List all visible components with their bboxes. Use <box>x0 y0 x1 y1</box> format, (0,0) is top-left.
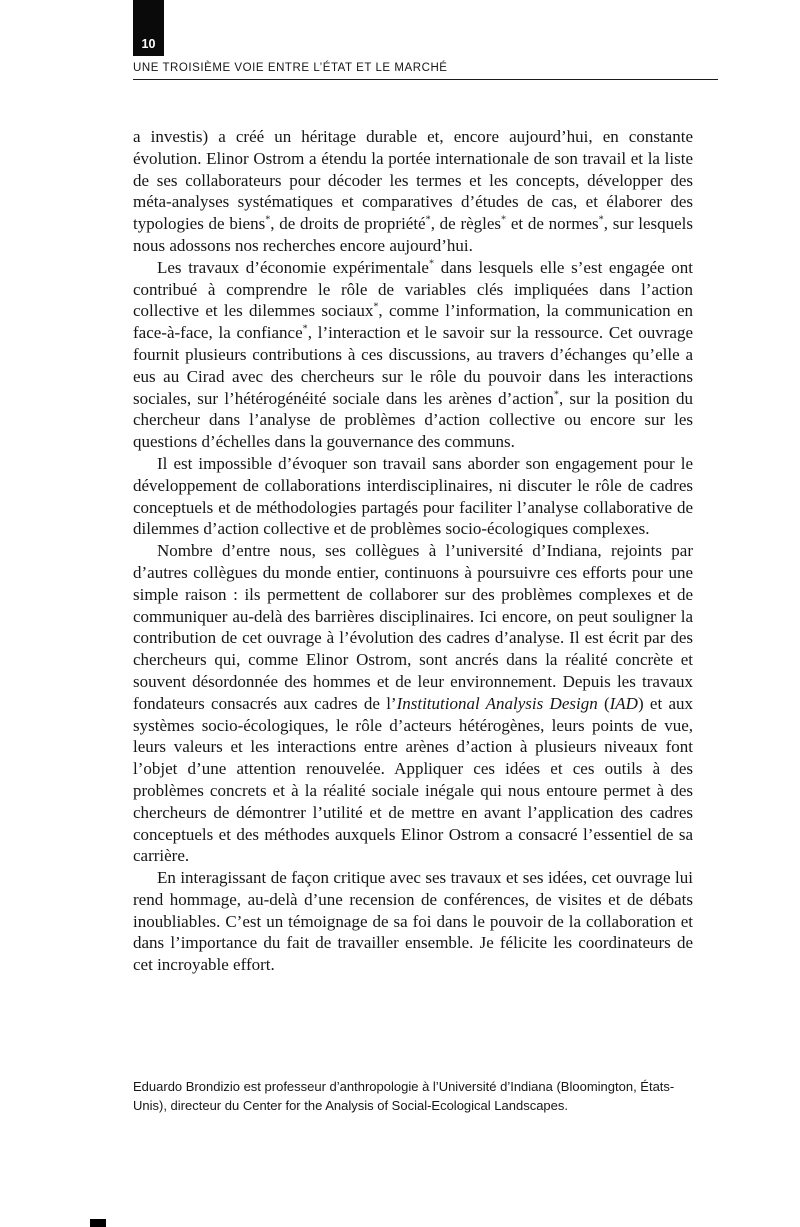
page-number: 10 <box>141 36 156 51</box>
paragraph-1: a investis) a créé un héritage durable et, encore aujourd’hui, en constante évolution. Elinor Ostrom a étendu la portée internationale de son travail et la liste de ses collaborateurs pour décoder les termes et les concepts, développer des méta-analyses systématiques et comparatives d’études de cas, et élaborer des typologies de biens*, de droits de propriété*, de règles* et de normes*, sur lesquels nous adossons nos recherches encore aujourd’hui. <box>133 127 694 255</box>
running-head: UNE TROISIÈME VOIE ENTRE L’ÉTAT ET LE MARCHÉ <box>133 62 448 74</box>
page-number-tab <box>133 0 164 56</box>
body-text <box>133 126 693 976</box>
printers-mark <box>90 1219 106 1227</box>
paragraph-2: Les travaux d’économie expérimentale* dans lesquels elle s’est engagée ont contribué à comprendre le rôle de variables clés impliquées dans l’action collective et les dilemmes sociaux*, comme l’information, la communication en face-à-face, la confiance*, l’interaction et le savoir sur la ressource. Cet ouvrage fournit plusieurs contributions à ces discussions, au travers d’échanges qu’elle a eus au Cirad avec des chercheurs sur le rôle du pouvoir dans les interactions sociales, sur l’hétérogénéité sociale dans les arènes d’action*, sur la position du chercheur dans l’analyse de problèmes d’action collective ou encore sur les questions d’échelles dans la gouvernance des communs. <box>133 257 693 452</box>
header-rule <box>133 79 718 80</box>
paragraph-3: Il est impossible d’évoquer son travail sans aborder son engagement pour le développement de collaborations interdisciplinaires, ni discuter le rôle de cadres conceptuels et de méthodologies partagés pour faciliter l’analyse collaborative de dilemmes d’action collective et de problèmes socio-écologiques complexes. <box>133 453 693 539</box>
author-bio-note: Eduardo Brondizio est professeur d’anthropologie à l’Université d’Indiana (Bloomington, États-Unis), directeur du Center for the Analysis of Social-Ecological Landscapes. <box>133 1079 675 1113</box>
paragraph-4: Nombre d’entre nous, ses collègues à l’université d’Indiana, rejoints par d’autres collègues du monde entier, continuons à poursuivre ces efforts pour une simple raison : ils permettent de collaborer sur des problèmes complexes et de communiquer au-delà des barrières disciplinaires. Ici encore, on peut souligner la contribution de cet ouvrage à l’évolution des cadres d’analyse. Il est écrit par des chercheurs qui, comme Elinor Ostrom, sont ancrés dans la réalité concrète et souvent désordonnée des hommes et de leur environnement. Depuis les travaux fondateurs consacrés aux cadres de l’Institutional Analysis Design (IAD) et aux systèmes socio-écologiques, le rôle d’acteurs hétérogènes, leurs points de vue, leurs valeurs et les interactions entre arènes d’action à plusieurs niveaux font l’objet d’une attention renouvelée. Appliquer ces idées et ces outils à des problèmes concrets et à la réalité sociale inégale qui nous entoure permet à des chercheurs de démontrer l’utilité et de mettre en avant l’application des cadres conceptuels et des méthodes auxquels Elinor Ostrom a consacré l’essentiel de sa carrière. <box>133 541 693 866</box>
paragraph-5: En interagissant de façon critique avec ses travaux et ses idées, cet ouvrage lui rend hommage, au-delà d’une recension de conférences, de visites et de débats inoubliables. C’est un témoignage de sa foi dans le pouvoir de la collaboration et dans l’importance du fait de travailler ensemble. Je félicite les coordinateurs de cet incroyable effort. <box>133 868 693 975</box>
